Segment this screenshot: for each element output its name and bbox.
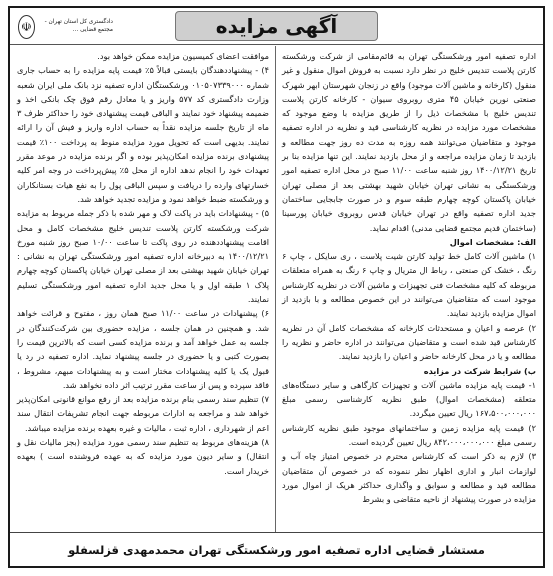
condition-item-6: ۶) پیشنهادات در ساعت ۱۱/۰۰ صبح همان روز ، مفتوح و قرائت خواهد شد. و همچنین در همان جلسه ، مزایده حضوری بین شرکت‌کنندگان در جلسه به عمل خواهد آمد و برنده مزایده کسی است که بالاترین قیمت را بصورت کتبی و یا حضوری در جلسه پیشنهاد نماید. اداره تصفیه در رد یا قبول یک یا کلیه پیشنهادات مختار است و به پیشنهادات مبهم، مشروط ، فاقد سپرده و پس از ساعت مقرر ترتیب اثر داده نخواهد شد. — [17, 308, 270, 390]
right-column — [275, 46, 543, 532]
judiciary-seal-icon: ☫ — [18, 15, 35, 39]
judiciary-logo — [18, 11, 113, 43]
condition-item-5: ۵) - پیشنهادات باید در پاکت لاک و مهر شده با ذکر جمله مربوط به مزایده شرکت ورشکسته کارتن پلاست تندیس خلیج مشخصات کامل و محل اقامت پیشنهاددهنده در روی پاکت تا ساعت ۱۰/۰۰ صبح روز شنبه مورخ ۱۴۰۰/۱۲/۲۱ به دبیرخانه اداره تصفیه امور ورشکستگی تهران به نشانی : تهران خیابان شهید بهشتی بعد از مصلی تهران خیابان پاکستان کوچه چهارم پلاک ۱ طبقه اول و یا محل جدید اداره تصفیه امور ورشکستگی تسلیم نمایند. — [17, 208, 270, 305]
condition-item-2: ۲) قیمت پایه مزایده زمین و ساختمانهای موجود طبق نظریه کارشناس رسمی مبلغ ۸۴۲،۰۰۰،۰۰۰،۰۰۰ ریال تعیین گردیده است. — [282, 422, 536, 448]
condition-item-1: ۱- قیمت پایه مزایده ماشین آلات و تجهیزات کارگاهی و سایر دستگاه‌های متعلقه (مشخصات اموال) طبق نظریه کارشناسی رسمی مبلغ ۱۶۷،۵۰۰،۰۰۰،۰۰۰ ریال تعیین میگردد. — [282, 379, 536, 419]
intro-paragraph: اداره تصفیه امور ورشکستگی تهران به قائم‌مقامی از شرکت ورشکسته کارتن پلاست تندیس خلیج در نظر دارد نسبت به فروش اموال منقول و غیر منقول (کارخانه و ماشین آلات موجود) واقع در زنجان شهرستان ابهر شهرک صنعتی نورین خیابان ۴۵ متری روبروی سیوان - کارخانه کارتن پلاست تندیس خلیج با مشخصات ذیل را از طریق مزایده با وضع موجود که مشخصات مورد مزایده در نظریه کارشناسی قید و نظریه در اداره تصفیه موجود و متقاضیان می‌توانند همه روزه به مدت ده روز جهت مطالعه و بازدید تا زمان مزایده مراجعه و از محل بازدید نمایند. این تنها مزایده بنا بر تاریخ ۱۴۰۰/۱۲/۲۱ روز شنبه ساعت ۱۱/۰۰ صبح در محل اداره تصفیه امور ورشکستگی به نشانی تهران خیابان شهید بهشتی بعد از مصلی تهران خیابان پاکستان کوچه چهارم طبقه سوم و در صورت جابجایی ساختمان جدید اداره تصفیه واقع در تهران خیابان قدس روبروی خیابان پورسینا (ساختمان قدیم مجتمع قضایی مدنی) اقدام نماید. — [282, 51, 536, 233]
condition-item-7: ۷) تنظیم سند رسمی بنام برنده مزایده بعد از رفع موانع قانونی امکان‌پذیر خواهد شد و مراجعه به ادارات مربوطه جهت انجام تشریفات انتقال سند اعم از شهرداری ، اداره ثبت ، مالیات و غیره بعهده برنده مزایده میباشد. — [17, 394, 269, 433]
left-column — [10, 46, 275, 532]
notice-signature: مستشار قضایی اداره تصفیه امور ورشکستگی تهران محمدمهدی قزلسفلو — [10, 532, 543, 566]
notice-header — [10, 8, 543, 45]
section-b-heading: ب) شرایط شرکت در مزایده — [423, 365, 536, 376]
logo-text: دادگستری کل استان تهران - مجتمع قضایی ... — [44, 19, 113, 33]
property-item-2: ۲) عرصه و اعیان و مستحدثات کارخانه که مشخصات کامل آن در نظریه کارشناس قید شده است و متقاضیان می‌توانند در اداره حاضر و نظریه را مطالعه و یا در محل کارخانه حاضر و اعیان را بازدید نمایند. — [282, 322, 536, 362]
continuation-paragraph: موافقت اعضای کمیسیون مزایده ممکن خواهد بود. — [97, 51, 269, 61]
condition-item-8: ۸) هزینه‌های مربوط به تنظیم سند رسمی مورد مزایده (بجز مالیات نقل و انتقال) و سایر دیون مورد مزایده که به عهده فروشنده است ) بعهده خریدار است. — [17, 437, 269, 476]
auction-notice — [8, 6, 545, 568]
notice-body — [10, 46, 543, 532]
notice-title: آگهی مزایده — [175, 11, 378, 41]
section-a-heading: الف: مشخصات اموال — [449, 236, 536, 247]
condition-item-3: ۳) لازم به ذکر است که کارشناس محترم در خصوص امتیاز چاه آب و لوازمات انبار و اداری اظهار نظر ننموده که در خصوص آن متقاضیان مطالعه قید و مطالعه و سوابق و واگذاری حداکثر هریک از اموال مورد مزایده در صورت پیشنهاد از ناحیه متقاضی و بشرط — [282, 451, 536, 505]
condition-item-4: ۴) - پیشنهاددهندگان بایستی قبالاً ۵٪ قیمت پایه مزایده را به حساب جاری شماره ۰۱۰۵۰۷۳۳۹۰۰۰ ورشکستگان اداره تصفیه نزد بانک ملی ایران شعبه وزارت دادگستری کد ۵۷۷ واریز و یا معادل رقم فوق چک بانکی اخذ و ضمیمه پیشنهاد خود نمایند و الباقی قیمت پیشنهادی خود را حداکثر ظرف ۳ ماه از تاریخ جلسه مزایده نقداً به حساب اداره واریز و فیش آن را ارائه نمایند. بدیهی است که تحویل مورد مزایده منوط به پرداخت ۱۰۰٪ قیمت پیشنهادی برنده مزایده امکان‌پذیر بوده و اگر برنده مزایده در موعد مقرر تعهدات خود را انجام ندهد اداره از محل ۵٪ پیش‌پرداخت در وجه امر کلیه خسارتهای وارده را دریافت و سپس الباقی پول را به نفع هیات بستانکاران و ورشکسته ضبط خواهد نمود و مزایده تجدید خواهد شد. — [17, 65, 270, 204]
property-item-1: ۱) ماشین آلات کامل خط تولید کارتن شیت پلاست ، ری سایکل ، چاپ ۶ رنگ ، خشک کن صنعتی ، رباط ال متریال و چاپ ۶ رنگ به همراه متعلقات مربوطه که کلیه مشخصات فنی تجهیزات و ماشین آلات در نظریه کارشناس موجود است که متقاضیان می‌توانند در این خصوص مطالعه و با بازدید از اموال مزایده بازدید نمایند. — [282, 251, 536, 319]
